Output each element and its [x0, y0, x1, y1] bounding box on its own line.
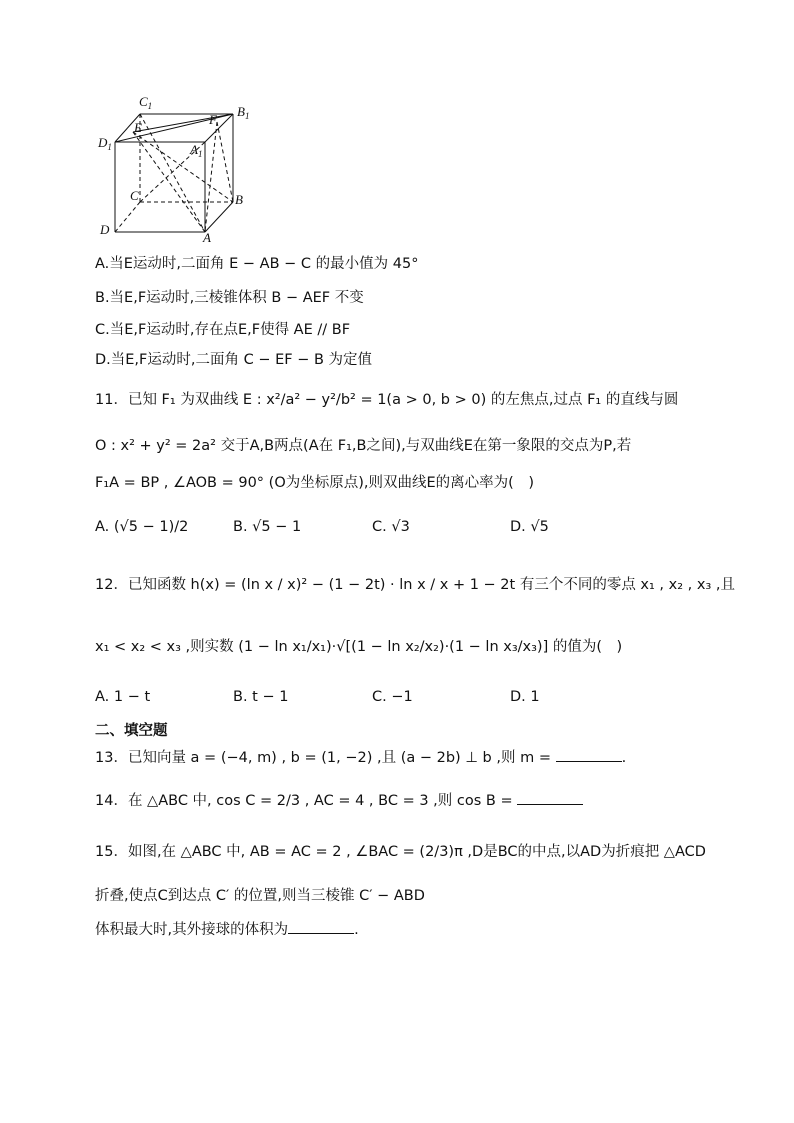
q15-line-3-wrap: [95, 919, 359, 939]
q11-line-3: F₁A = BP , ∠AOB = 90° (O为坐标原点),则双曲线E的离心率为( ): [95, 475, 534, 491]
q11-option-c: C. √3: [372, 519, 410, 535]
q11-option-d: D. √5: [510, 519, 549, 535]
q15-line-3: 体积最大时,其外接球的体积为: [95, 922, 289, 938]
label-d1: $D_1$: [98, 135, 112, 152]
q14-answer-blank[interactable]: [517, 790, 583, 805]
q11-line-1: 11．已知 F₁ 为双曲线 E : x²/a² − y²/b² = 1(a > 0, b > 0) 的左焦点,过点 F₁ 的直线与圆: [95, 392, 679, 408]
label-e: E: [134, 120, 142, 135]
q12-option-c: C. −1: [372, 689, 413, 705]
q12-option-a: A. 1 − t: [95, 689, 151, 705]
q13-text: 13．已知向量 a = (−4, m) , b = (1, −2) ,且 (a − 2b) ⊥ b ,则 m =: [95, 750, 551, 766]
q15-answer-blank[interactable]: [288, 919, 354, 934]
cube-figure: [95, 92, 265, 244]
q10-option-c: C.当E,F运动时,存在点E,F使得 AE // BF: [95, 322, 351, 338]
label-b1: $B_1$: [237, 104, 250, 121]
label-c1: $C_1$: [139, 94, 153, 111]
section-title: 二、填空题: [95, 723, 168, 739]
q10-option-d: D.当E,F运动时,二面角 C − EF − B 为定值: [95, 352, 373, 368]
q11-option-a: A. (√5 − 1)/2: [95, 519, 189, 535]
q14-text: 14．在 △ABC 中, cos C = 2/3 , AC = 4 , BC = 3 ,则 cos B =: [95, 793, 513, 809]
label-a: A: [203, 230, 211, 244]
q15-end: .: [354, 922, 359, 938]
q11-option-b: B. √5 − 1: [233, 519, 302, 535]
label-d: D: [100, 222, 110, 237]
q12-line-2: x₁ < x₂ < x₃ ,则实数 (1 − ln x₁/x₁)·√[(1 − ln x₂/x₂)·(1 − ln x₃/x₃)] 的值为( ): [95, 639, 623, 655]
q15-line-1: 15．如图,在 △ABC 中, AB = AC = 2 , ∠BAC = (2/3)π ,D是BC的中点,以AD为折痕把 △ACD: [95, 844, 706, 860]
label-c: C: [130, 188, 139, 203]
q11-line-2: O : x² + y² = 2a² 交于A,B两点(A在 F₁,B之间),与双曲线E在第一象限的交点为P,若: [95, 438, 632, 454]
q12-option-d: D. 1: [510, 689, 540, 705]
q10-option-a: A.当E运动时,二面角 E − AB − C 的最小值为 45°: [95, 256, 419, 272]
label-b: B: [235, 192, 243, 207]
q13-answer-blank[interactable]: [556, 747, 622, 762]
q12-option-b: B. t − 1: [233, 689, 289, 705]
q10-option-b: B.当E,F运动时,三棱锥体积 B − AEF 不变: [95, 290, 364, 306]
q12-line-1: 12．已知函数 h(x) = (ln x / x)² − (1 − 2t) · ln x / x + 1 − 2t 有三个不同的零点 x₁ , x₂ , x₃ ,且: [95, 577, 735, 593]
q13-line: [95, 747, 626, 767]
q14-line: [95, 790, 583, 810]
q15-line-2: 折叠,使点C到达点 C′ 的位置,则当三棱锥 C′ − ABD: [95, 888, 425, 904]
label-f: F: [209, 112, 217, 127]
q13-end: .: [621, 750, 627, 766]
label-a1: $A_1$: [190, 142, 203, 159]
